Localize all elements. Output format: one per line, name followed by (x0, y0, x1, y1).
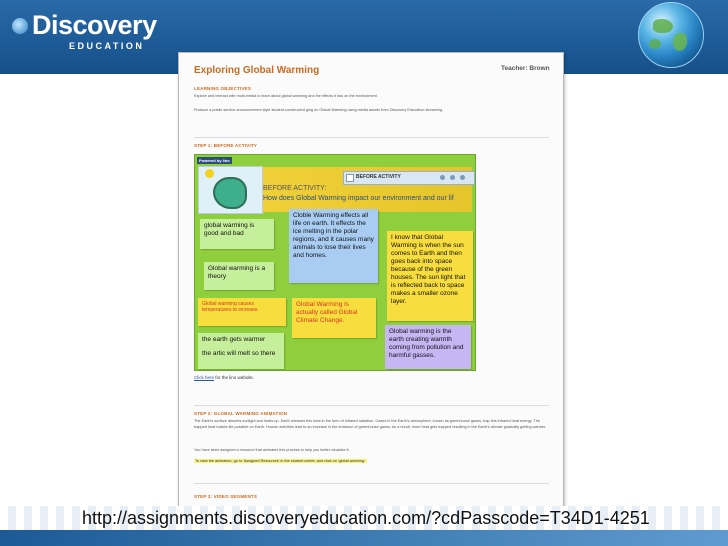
earth-icon (213, 177, 247, 209)
before-activity-label: BEFORE ACTIVITY: (263, 185, 327, 192)
before-activity-panel[interactable] (343, 171, 475, 185)
objective-1: Explore and interact with multi-media to learn about global warming and the effects it has on the environment. (194, 94, 378, 98)
question-text: How does Global Warming impact our environment and our lif (263, 195, 454, 202)
discovery-education-logo (12, 10, 157, 56)
sticky-note[interactable]: Global warming is a theory (204, 262, 274, 290)
sticky-note[interactable]: Global warming causes temperatures to increase. (198, 298, 286, 326)
panel-close-icon[interactable] (460, 175, 465, 180)
panel-title: BEFORE ACTIVITY (356, 174, 401, 180)
sticky-note[interactable] (198, 333, 284, 369)
note-line: the artic will melt so there (202, 350, 276, 357)
step2-paragraph: The Earth's surface absorbs sunlight and heats up. Earth releases this heat in the form of infrared radiation. Gases in the Earth's atmosphere, known as greenhouse gases, trap this infrared heat energy. The trapped heat makes life possible on Earth. Human activities lead to an increase in the emission of greenhouse gases. As a result, more heat gets trapped resulting in the Earth's climate gradually getting warmer. (194, 419, 547, 429)
footer-bar (0, 530, 728, 546)
sticky-note[interactable]: global warming is good and bad (200, 219, 274, 249)
divider (194, 405, 549, 406)
lino-link-line: Click here for the lino website. (194, 375, 255, 380)
step2-paragraph: You have been assigned a resource that animates this process to help you better visualize it. (194, 448, 350, 452)
note-line: the earth gets warmer (202, 336, 266, 343)
page-title: Exploring Global Warming (194, 65, 320, 76)
logo-subtext: EDUCATION (69, 41, 145, 51)
sticky-note[interactable]: I know that Global Warming is when the sun comes to Earth and then goes back into space because of the green houses. The sun light that is reflected back to space makes a smaller ozone layer. (387, 231, 473, 321)
earth-cartoon-image (198, 166, 263, 214)
teacher-label: Teacher: Brown (501, 65, 550, 72)
panel-zoom-icon[interactable] (440, 175, 445, 180)
sticky-note[interactable]: Cloble Warming effects all life on earth. It effects the ice melting in the polar regions, and it causes many animals to lose their lives and homes. (289, 209, 378, 283)
step3-heading: STEP 3: VIDEO SEGMENTS (194, 494, 258, 499)
step1-heading: STEP 1: BEFORE ACTIVITY (194, 143, 258, 148)
learning-objectives-heading: LEARNING OBJECTIVES (194, 86, 252, 91)
objective-2: Produce a public service announcement style student-constructed glog on Global Warming using media assets from Discovery Education streaming. (194, 108, 444, 112)
sticky-note[interactable]: Global warming is the earth creating warmth coming from pollution and harmful gasses. (385, 325, 471, 369)
lino-link[interactable]: Click here (194, 375, 215, 380)
logo-globe-icon (12, 18, 28, 34)
logo-text: Discovery (32, 10, 157, 40)
panel-checkbox[interactable] (346, 174, 354, 182)
divider (194, 483, 549, 484)
step2-instruction: To view the animation, go to 'Assigned Resources' in the student center, and click on 'global warming.' (195, 459, 366, 463)
sticky-note[interactable]: Global Warming is actually called Global Climate Change. (292, 298, 376, 338)
assignment-screenshot (178, 52, 564, 508)
earth-globe-icon (638, 2, 704, 68)
sun-icon (205, 169, 214, 178)
panel-settings-icon[interactable] (450, 175, 455, 180)
footer-url: http://assignments.discoveryeducation.com/?cdPasscode=T34D1-4251 (82, 508, 650, 528)
divider (194, 137, 549, 138)
step2-heading: STEP 2: GLOBAL WARMING ANIMATION (194, 411, 288, 416)
lino-board[interactable] (194, 154, 476, 371)
powered-by-badge: Powered by lino (199, 158, 230, 163)
